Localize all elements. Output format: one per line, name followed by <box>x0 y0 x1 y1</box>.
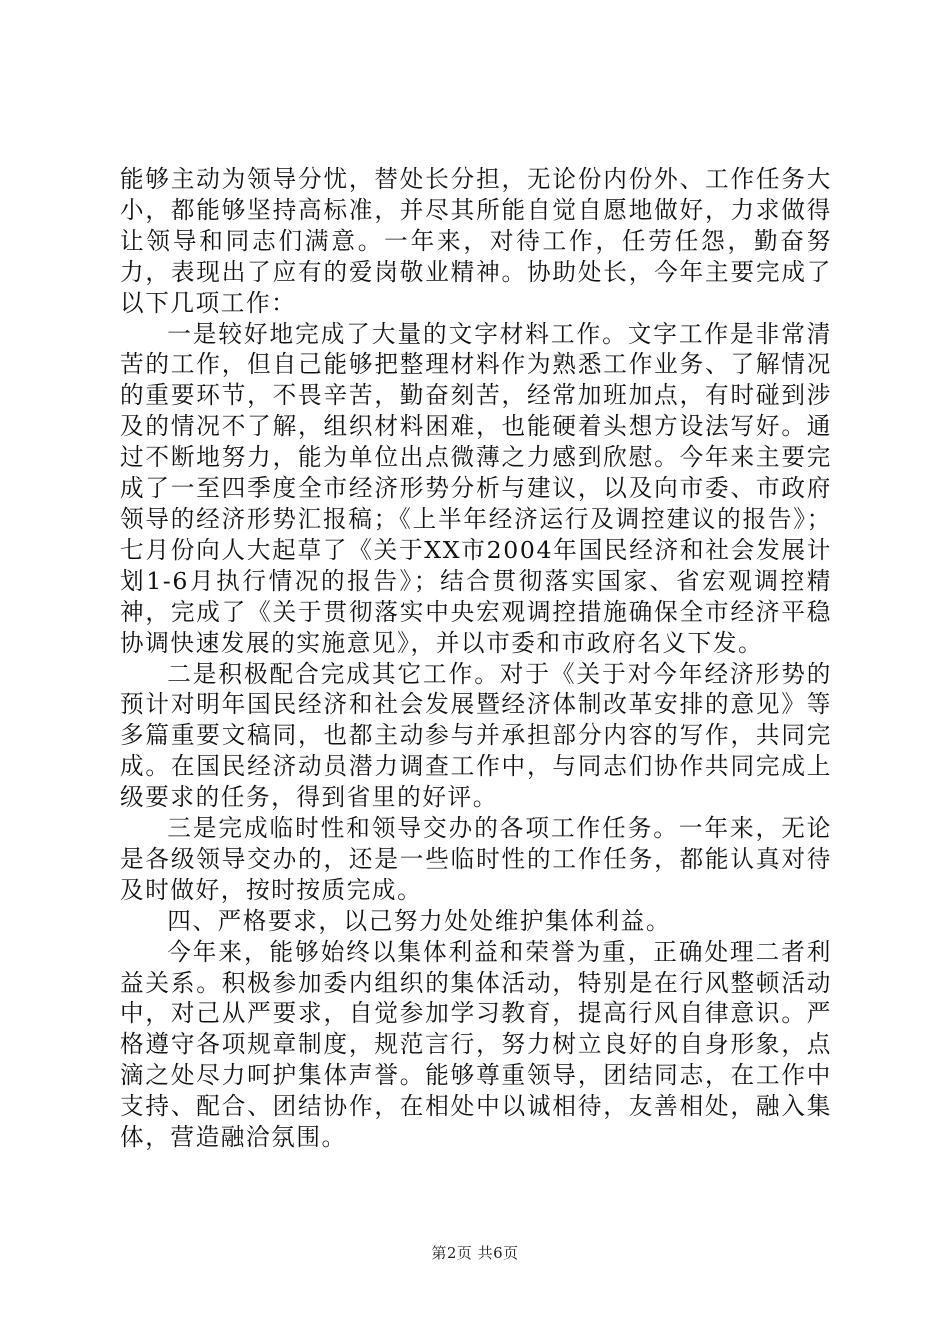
page-footer <box>0 1243 950 1263</box>
section-heading-four: 四、严格要求，以己努力处处维护集体利益。 <box>167 906 672 935</box>
paragraph-item-three: 三是完成临时性和领导交办的各项工作任务。一年来，无论是各级领导交办的，还是一些临时性的工作任务，都能认真对待及时做好，按时按质完成。 <box>120 814 832 904</box>
paragraph-continuation: 能够主动为领导分忧，替处长分担，无论份内份外、工作任务大小，都能够坚持高标准，并尽其所能自觉自愿地做好，力求做得让领导和同志们满意。一年来，对待工作，任劳任怨，勤奋努力，表现出了应有的爱岗敬业精神。协助处长，今年主要完成了以下几项工作： <box>120 165 832 317</box>
paragraph-item-one: 一是较好地完成了大量的文字材料工作。文字工作是非常清苦的工作，但自己能够把整理材料作为熟悉工作业务、了解情况的重要环节，不畏辛苦，勤奋刻苦，经常加班加点，有时碰到涉及的情况不了解，组织材料困难，也能硬着头想方设法写好。通过不断地努力，能为单位出点微薄之力感到欣慰。今年来主要完成了一至四季度全市经济形势分析与建议，以及向市委、市政府领导的经济形势汇报稿；《上半年经济运行及调控建议的报告》；七月份向人大起草了《关于XX市2004年国民经济和社会发展计划1-6月执行情况的报告》；结合贯彻落实国家、省宏观调控精神，完成了《关于贯彻落实中央宏观调控措施确保全市经济平稳协调快速发展的实施意见》，并以市委和市政府名义下发。 <box>120 319 832 657</box>
body-text <box>120 164 832 1153</box>
page-number-label: 第2页 共6页 <box>431 1244 519 1262</box>
paragraph-section-four: 今年来，能够始终以集体利益和荣誉为重，正确处理二者利益关系。积极参加委内组织的集体活动，特别是在行风整顿活动中，对己从严要求，自觉参加学习教育，提高行风自律意识。严格遵守各项规章制度，规范言行，努力树立良好的自身形象，点滴之处尽力呵护集体声誉。能够尊重领导，团结同志，在工作中支持、配合、团结协作，在相处中以诚相待，友善相处，融入集体，营造融洽氛围。 <box>120 937 832 1152</box>
paragraph-item-two: 二是积极配合完成其它工作。对于《关于对今年经济形势的预计对明年国民经济和社会发展暨经济体制改革安排的意见》等多篇重要文稿同，也都主动参与并承担部分内容的写作，共同完成。在国民经济动员潜力调查工作中，与同志们协作共同完成上级要求的任务，得到省里的好评。 <box>120 659 832 812</box>
